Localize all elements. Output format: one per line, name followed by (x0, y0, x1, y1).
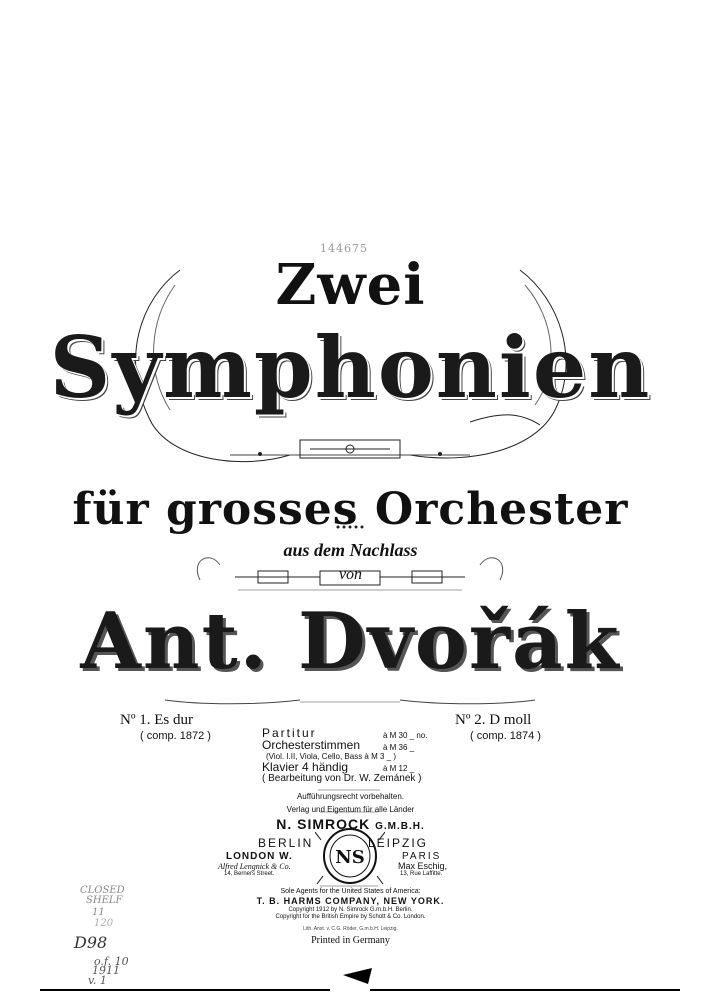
work-1-composed: ( comp. 1872 ) (140, 730, 211, 742)
title-symphonien: Symphonien (49, 318, 652, 417)
plate-number: 144675 (320, 242, 368, 255)
work-2-composed: ( comp. 1874 ) (470, 730, 541, 742)
composer-name: Ant. Dvořák (80, 596, 621, 687)
paris-agent: Max Eschig, (398, 861, 448, 871)
price-parts: à M 36 _ (383, 743, 415, 752)
work-1-title: Nº 1. Es dur (120, 712, 193, 728)
us-agents: Sole Agents for the United States of America: (280, 888, 421, 895)
price-score: à M 30 _ no. (383, 731, 428, 740)
edition-piano: Klavier 4 händig (262, 760, 349, 774)
library-stamp-number: 11 (92, 907, 105, 918)
city-leipzig: LEIPZIG (368, 836, 429, 850)
from-estate: aus dem Nachlass (283, 540, 418, 560)
publisher-name-text: N. SIMROCK (276, 816, 371, 832)
work-2-title: Nº 2. D moll (455, 712, 532, 728)
call-number-suffix: o.f. 10 (94, 955, 129, 968)
city-london: LONDON W. (226, 851, 293, 862)
publisher-ownership: Verlag und Eigentum für alle Länder (286, 805, 415, 814)
printer-line: Lith. Anst. v. C.G. Röder, G.m.b.H. Leipzig. (303, 926, 398, 932)
library-stamp-closed: CLOSED (80, 885, 125, 896)
london-agent: Alfred Lengnick & Co. (218, 862, 291, 871)
copyright-line-2: Copyright for the British Empire by Schott & Co. London. (275, 914, 426, 920)
price-piano: à M 12 _ (383, 764, 415, 773)
library-stamp-shelf: SHELF (86, 895, 123, 906)
london-address: 14, Berners Street. (224, 871, 275, 877)
call-number-year: 1911 (92, 964, 120, 977)
paris-address: 13, Rue Laffitte. (400, 871, 443, 877)
city-berlin: BERLIN (258, 836, 314, 850)
edition-parts: Orchesterstimmen (262, 738, 361, 752)
publisher-suffix: G.M.B.H. (375, 821, 425, 832)
call-number-volume: v. 1 (88, 974, 107, 987)
subtitle-orchestra: für grosses Orchester (72, 484, 629, 535)
library-stamp-number-2: 120 (94, 918, 114, 929)
city-paris: PARIS (402, 851, 442, 862)
parts-note: (Viol. I.II, Viola, Cello, Bass à M 3 _ ) (266, 752, 396, 761)
arrangement-credit: ( Bearbeitung von Dr. W. Zemánek ) (262, 773, 422, 784)
harms-company: T. B. HARMS COMPANY, NEW YORK. (256, 896, 445, 906)
performance-rights: Aufführungsrecht vorbehalten. (296, 792, 405, 801)
printed-in-germany: Printed in Germany (311, 935, 390, 946)
copyright-line-1: Copyright 1912 by N. Simrock G.m.b.H. Berlin. (288, 907, 413, 913)
simrock-seal-icon (315, 826, 385, 886)
seal-letters: NS (335, 847, 365, 868)
call-number: D98 (74, 933, 108, 952)
edition-score: Partitur (262, 726, 317, 740)
title-zwei: Zwei (275, 252, 426, 318)
by-label: von (338, 566, 363, 583)
